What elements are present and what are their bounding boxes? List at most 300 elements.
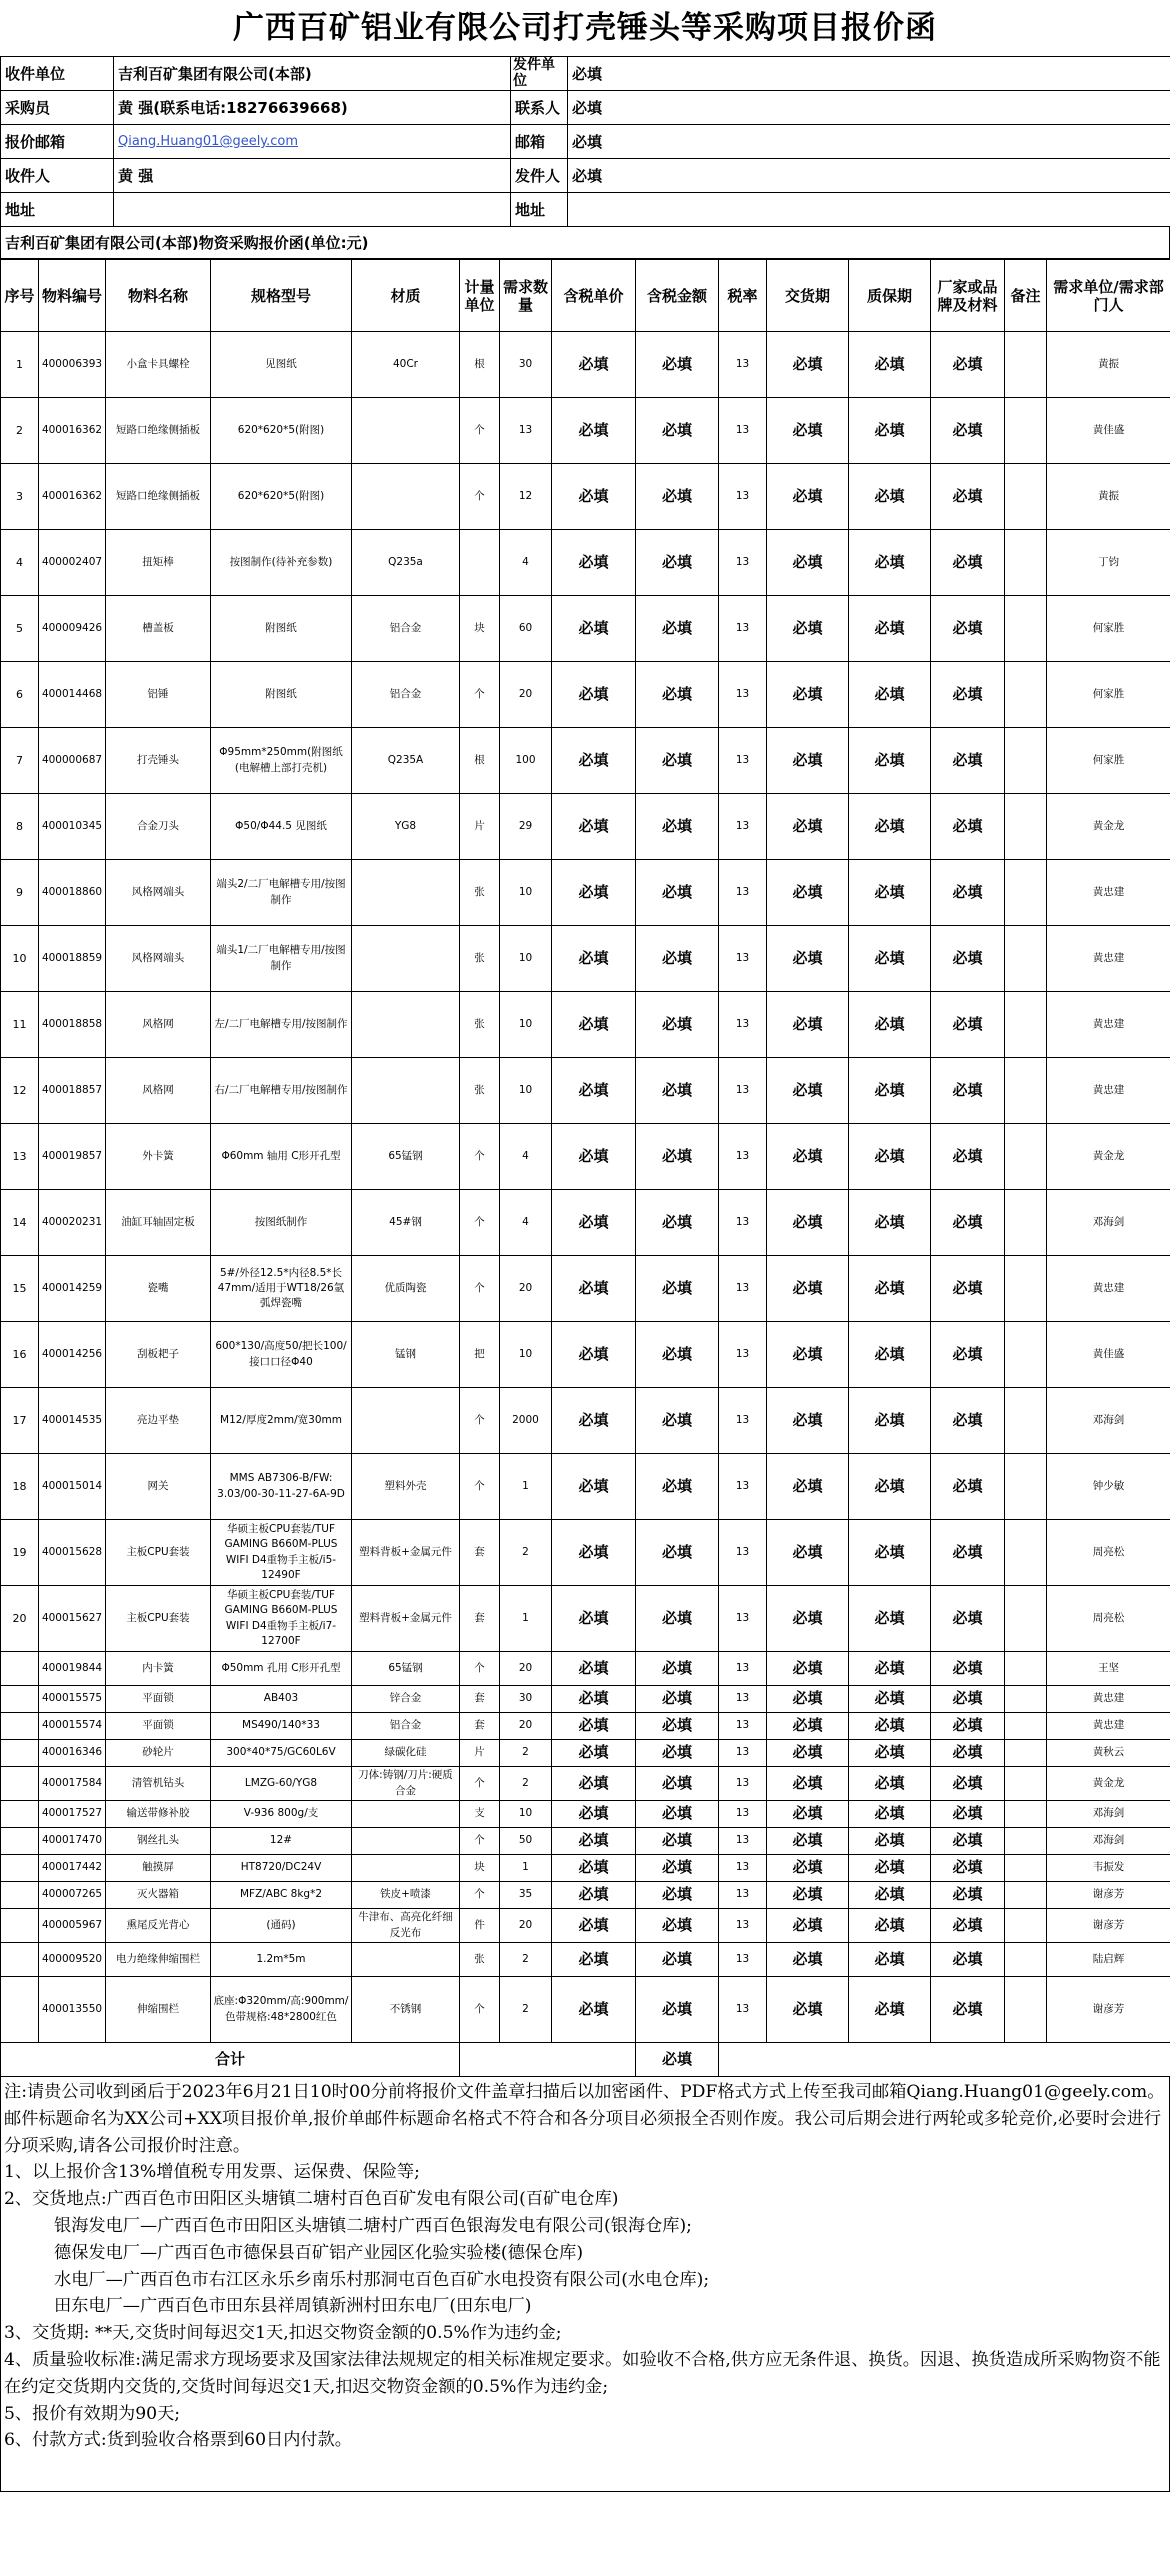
table-row xyxy=(1,926,1170,992)
requesting-dept: 黄忠建 xyxy=(1047,1058,1170,1124)
material-name: 平面锁 xyxy=(106,1686,211,1713)
contact-label: 联系人 xyxy=(511,91,568,125)
unit-price-required: 必填 xyxy=(552,398,636,464)
sender-unit-label: 发件单位 xyxy=(511,57,568,91)
delivery-required: 必填 xyxy=(767,332,849,398)
row-number: 6 xyxy=(1,662,39,728)
remark xyxy=(1005,1124,1047,1190)
spec-model: 600*130/高度50/把长100/接口口径Φ40 xyxy=(211,1322,352,1388)
row-number: 17 xyxy=(1,1388,39,1454)
quantity: 4 xyxy=(500,1124,552,1190)
amount-required: 必填 xyxy=(636,1256,719,1322)
material: 锰钢 xyxy=(352,1322,460,1388)
delivery-required: 必填 xyxy=(767,992,849,1058)
spec-model: MS490/140*33 xyxy=(211,1713,352,1740)
material-code: 400013550 xyxy=(39,1977,106,2043)
unit: 套 xyxy=(460,1586,500,1652)
remark xyxy=(1005,1977,1047,2043)
brand-required: 必填 xyxy=(931,1767,1005,1801)
brand-required: 必填 xyxy=(931,596,1005,662)
spec-model: 300*40*75/GC60L6V xyxy=(211,1740,352,1767)
unit: 个 xyxy=(460,662,500,728)
material-code: 400009426 xyxy=(39,596,106,662)
quantity: 20 xyxy=(500,662,552,728)
tax-rate: 13 xyxy=(719,992,767,1058)
amount-required: 必填 xyxy=(636,398,719,464)
material-name: 打壳锤头 xyxy=(106,728,211,794)
note-delivery-time: 3、交货期: **天,交货时间每迟交1天,扣迟交物资金额的0.5%作为违约金; xyxy=(4,2323,562,2344)
brand-required: 必填 xyxy=(931,464,1005,530)
column-header: 交货期 xyxy=(767,260,849,332)
brand-required: 必填 xyxy=(931,1454,1005,1520)
material-name: 网关 xyxy=(106,1454,211,1520)
delivery-required: 必填 xyxy=(767,596,849,662)
unit: 根 xyxy=(460,332,500,398)
material: 塑料背板+金属元件 xyxy=(352,1520,460,1586)
brand-required: 必填 xyxy=(931,1828,1005,1855)
brand-required: 必填 xyxy=(931,1256,1005,1322)
table-row xyxy=(1,728,1170,794)
quantity: 1 xyxy=(500,1454,552,1520)
brand-required: 必填 xyxy=(931,1058,1005,1124)
unit-price-required: 必填 xyxy=(552,1586,636,1652)
tax-rate: 13 xyxy=(719,1686,767,1713)
table-row xyxy=(1,530,1170,596)
spec-model: 按图制作(待补充参数) xyxy=(211,530,352,596)
material: 优质陶瓷 xyxy=(352,1256,460,1322)
row-number: 19 xyxy=(1,1520,39,1586)
remark xyxy=(1005,1943,1047,1977)
unit: 支 xyxy=(460,1801,500,1828)
table-row xyxy=(1,1190,1170,1256)
delivery-required: 必填 xyxy=(767,1943,849,1977)
quote-email-link[interactable]: Qiang.Huang01@geely.com xyxy=(114,125,511,159)
unit: 把 xyxy=(460,1322,500,1388)
unit-price-required: 必填 xyxy=(552,530,636,596)
quantity: 50 xyxy=(500,1828,552,1855)
remark xyxy=(1005,1322,1047,1388)
address-value xyxy=(114,193,511,227)
quantity: 1 xyxy=(500,1586,552,1652)
material-name: 风格网端头 xyxy=(106,860,211,926)
notes-section xyxy=(0,2077,1170,2492)
spec-model: (通码) xyxy=(211,1909,352,1943)
unit-price-required: 必填 xyxy=(552,1713,636,1740)
remark xyxy=(1005,1520,1047,1586)
material-code: 400018858 xyxy=(39,992,106,1058)
quantity: 12 xyxy=(500,464,552,530)
requesting-dept: 黄佳盛 xyxy=(1047,398,1170,464)
unit: 个 xyxy=(460,1977,500,2043)
total-value: 必填 xyxy=(636,2043,719,2077)
spec-model: 底座:Φ320mm/高:900mm/色带规格:48*2800红色 xyxy=(211,1977,352,2043)
material: Q235a xyxy=(352,530,460,596)
row-number: 12 xyxy=(1,1058,39,1124)
material-name: 触摸屏 xyxy=(106,1855,211,1882)
material-name: 扭矩棒 xyxy=(106,530,211,596)
note-delivery-hydro: 水电厂—广西百色市右江区永乐乡南乐村那洞屯百色百矿水电投资有限公司(水电仓库); xyxy=(54,2269,710,2290)
material-code: 400014468 xyxy=(39,662,106,728)
note-delivery-yinhai: 银海发电厂—广西百色市田阳区头塘镇二塘村广西百色银海发电有限公司(银海仓库); xyxy=(54,2215,692,2236)
requesting-dept: 黄忠建 xyxy=(1047,860,1170,926)
material-name: 短路口绝缘侧插板 xyxy=(106,398,211,464)
tax-rate: 13 xyxy=(719,1124,767,1190)
warranty-required: 必填 xyxy=(849,1828,931,1855)
spec-model: M12/厚度2mm/宽30mm xyxy=(211,1388,352,1454)
table-row xyxy=(1,1909,1170,1943)
spec-model: MMS AB7306-B/FW: 3.03/00-30-11-27-6A-9D xyxy=(211,1454,352,1520)
items-table-body xyxy=(1,332,1170,2043)
material-code: 400014535 xyxy=(39,1388,106,1454)
material-code: 400017584 xyxy=(39,1767,106,1801)
requesting-dept: 黄忠建 xyxy=(1047,992,1170,1058)
email-value: 必填 xyxy=(568,125,1170,159)
email-label: 邮箱 xyxy=(511,125,568,159)
row-number xyxy=(1,1882,39,1909)
warranty-required: 必填 xyxy=(849,1801,931,1828)
tax-rate: 13 xyxy=(719,926,767,992)
row-number xyxy=(1,1943,39,1977)
material-name: 风格网端头 xyxy=(106,926,211,992)
brand-required: 必填 xyxy=(931,1801,1005,1828)
delivery-required: 必填 xyxy=(767,1322,849,1388)
delivery-required: 必填 xyxy=(767,1388,849,1454)
delivery-required: 必填 xyxy=(767,728,849,794)
remark xyxy=(1005,1767,1047,1801)
warranty-required: 必填 xyxy=(849,1713,931,1740)
tax-rate: 13 xyxy=(719,860,767,926)
material-code: 400005967 xyxy=(39,1909,106,1943)
brand-required: 必填 xyxy=(931,860,1005,926)
table-row xyxy=(1,1977,1170,2043)
unit-price-required: 必填 xyxy=(552,1977,636,2043)
remark xyxy=(1005,728,1047,794)
unit-price-required: 必填 xyxy=(552,464,636,530)
material-code: 400018860 xyxy=(39,860,106,926)
requesting-dept: 黄金龙 xyxy=(1047,1767,1170,1801)
table-header-row xyxy=(1,260,1170,332)
material xyxy=(352,1388,460,1454)
table-row xyxy=(1,1801,1170,1828)
table-row xyxy=(1,794,1170,860)
warranty-required: 必填 xyxy=(849,1388,931,1454)
brand-required: 必填 xyxy=(931,728,1005,794)
buyer-value: 黄 强(联系电话:18276639668) xyxy=(114,91,511,125)
row-number: 4 xyxy=(1,530,39,596)
material-name: 砂轮片 xyxy=(106,1740,211,1767)
requesting-dept: 谢彦芳 xyxy=(1047,1882,1170,1909)
amount-required: 必填 xyxy=(636,926,719,992)
tax-rate: 13 xyxy=(719,1801,767,1828)
material: 铝合金 xyxy=(352,662,460,728)
brand-required: 必填 xyxy=(931,530,1005,596)
unit-price-required: 必填 xyxy=(552,1767,636,1801)
amount-required: 必填 xyxy=(636,596,719,662)
tax-rate: 13 xyxy=(719,1977,767,2043)
brand-required: 必填 xyxy=(931,1882,1005,1909)
tax-rate: 13 xyxy=(719,1652,767,1686)
table-row xyxy=(1,1058,1170,1124)
warranty-required: 必填 xyxy=(849,1977,931,2043)
table-row xyxy=(1,1882,1170,1909)
material-code: 400009520 xyxy=(39,1943,106,1977)
table-row xyxy=(1,332,1170,398)
material-code: 400002407 xyxy=(39,530,106,596)
row-number: 16 xyxy=(1,1322,39,1388)
material: 铁皮+喷漆 xyxy=(352,1882,460,1909)
requesting-dept: 何家胜 xyxy=(1047,728,1170,794)
quantity: 20 xyxy=(500,1713,552,1740)
spec-model: 左/二厂电解槽专用/按图制作 xyxy=(211,992,352,1058)
unit: 件 xyxy=(460,1909,500,1943)
tax-rate: 13 xyxy=(719,1855,767,1882)
brand-required: 必填 xyxy=(931,1586,1005,1652)
table-row xyxy=(1,464,1170,530)
row-number: 7 xyxy=(1,728,39,794)
unit: 张 xyxy=(460,926,500,992)
delivery-required: 必填 xyxy=(767,1977,849,2043)
table-row xyxy=(1,1943,1170,1977)
material-name: 小盒卡具螺栓 xyxy=(106,332,211,398)
brand-required: 必填 xyxy=(931,794,1005,860)
address-label: 地址 xyxy=(1,193,114,227)
unit: 套 xyxy=(460,1713,500,1740)
recipient-label: 收件人 xyxy=(1,159,114,193)
material xyxy=(352,1058,460,1124)
brand-required: 必填 xyxy=(931,1686,1005,1713)
quantity: 4 xyxy=(500,1190,552,1256)
amount-required: 必填 xyxy=(636,1520,719,1586)
row-number: 2 xyxy=(1,398,39,464)
receiver-unit-value: 吉利百矿集团有限公司(本部) xyxy=(114,57,511,91)
requesting-dept: 韦振发 xyxy=(1047,1855,1170,1882)
material-code: 400019844 xyxy=(39,1652,106,1686)
brand-required: 必填 xyxy=(931,1520,1005,1586)
material-name: 清管机钻头 xyxy=(106,1767,211,1801)
unit: 个 xyxy=(460,1454,500,1520)
quantity: 35 xyxy=(500,1882,552,1909)
table-row xyxy=(1,1740,1170,1767)
table-row xyxy=(1,1388,1170,1454)
quantity: 30 xyxy=(500,332,552,398)
unit-price-required: 必填 xyxy=(552,1256,636,1322)
remark xyxy=(1005,530,1047,596)
spec-model: 附图纸 xyxy=(211,596,352,662)
material-name: 主板CPU套装 xyxy=(106,1586,211,1652)
unit-price-required: 必填 xyxy=(552,1058,636,1124)
tax-rate: 13 xyxy=(719,1190,767,1256)
amount-required: 必填 xyxy=(636,1740,719,1767)
unit: 片 xyxy=(460,1740,500,1767)
delivery-required: 必填 xyxy=(767,1586,849,1652)
amount-required: 必填 xyxy=(636,860,719,926)
unit: 张 xyxy=(460,860,500,926)
delivery-required: 必填 xyxy=(767,662,849,728)
brand-required: 必填 xyxy=(931,1652,1005,1686)
requesting-dept: 周亮松 xyxy=(1047,1586,1170,1652)
row-number: 18 xyxy=(1,1454,39,1520)
table-row xyxy=(1,1520,1170,1586)
unit-price-required: 必填 xyxy=(552,1652,636,1686)
delivery-required: 必填 xyxy=(767,1740,849,1767)
amount-required: 必填 xyxy=(636,1322,719,1388)
tax-rate: 13 xyxy=(719,1388,767,1454)
spec-model: Φ50mm 孔用 C形开孔型 xyxy=(211,1652,352,1686)
note-payment: 6、付款方式:货到验收合格票到60日内付款。 xyxy=(4,2430,352,2451)
table-row xyxy=(1,1586,1170,1652)
tax-rate: 13 xyxy=(719,1256,767,1322)
quantity: 2 xyxy=(500,1977,552,2043)
page-title: 广西百矿铝业有限公司打壳锤头等采购项目报价函 xyxy=(233,10,937,46)
column-header: 规格型号 xyxy=(211,260,352,332)
warranty-required: 必填 xyxy=(849,1943,931,1977)
tax-rate: 13 xyxy=(719,662,767,728)
brand-required: 必填 xyxy=(931,1855,1005,1882)
tax-rate: 13 xyxy=(719,1882,767,1909)
unit: 个 xyxy=(460,1652,500,1686)
warranty-required: 必填 xyxy=(849,530,931,596)
material-name: 槽盖板 xyxy=(106,596,211,662)
address2-value xyxy=(568,193,1170,227)
column-header: 需求数量 xyxy=(500,260,552,332)
material-code: 400015627 xyxy=(39,1586,106,1652)
amount-required: 必填 xyxy=(636,1652,719,1686)
amount-required: 必填 xyxy=(636,1855,719,1882)
column-header: 备注 xyxy=(1005,260,1047,332)
unit-price-required: 必填 xyxy=(552,1686,636,1713)
remark xyxy=(1005,1740,1047,1767)
spec-model: 620*620*5(附图) xyxy=(211,464,352,530)
material-code: 400010345 xyxy=(39,794,106,860)
column-header: 含税金额 xyxy=(636,260,719,332)
spec-model: 右/二厂电解槽专用/按图制作 xyxy=(211,1058,352,1124)
material-name: 铝锤 xyxy=(106,662,211,728)
unit: 个 xyxy=(460,1256,500,1322)
requesting-dept: 黄忠建 xyxy=(1047,926,1170,992)
spec-model: 华硕主板CPU套装/TUF GAMING B660M-PLUS WIFI D4重物手主板/i5-12490F xyxy=(211,1520,352,1586)
contact-value: 必填 xyxy=(568,91,1170,125)
brand-required: 必填 xyxy=(931,1190,1005,1256)
table-row xyxy=(1,1686,1170,1713)
delivery-required: 必填 xyxy=(767,1882,849,1909)
unit: 个 xyxy=(460,1767,500,1801)
warranty-required: 必填 xyxy=(849,860,931,926)
unit: 个 xyxy=(460,398,500,464)
unit: 张 xyxy=(460,1943,500,1977)
header-info-table xyxy=(0,56,1170,227)
material xyxy=(352,926,460,992)
requesting-dept: 黄忠建 xyxy=(1047,1713,1170,1740)
amount-required: 必填 xyxy=(636,1943,719,1977)
unit: 个 xyxy=(460,1124,500,1190)
total-row xyxy=(1,2043,1170,2077)
warranty-required: 必填 xyxy=(849,1855,931,1882)
delivery-required: 必填 xyxy=(767,860,849,926)
remark xyxy=(1005,1801,1047,1828)
remark xyxy=(1005,596,1047,662)
remark xyxy=(1005,1058,1047,1124)
material-code: 400014256 xyxy=(39,1322,106,1388)
spec-model: 端头1/二厂电解槽专用/按图制作 xyxy=(211,926,352,992)
remark xyxy=(1005,1256,1047,1322)
warranty-required: 必填 xyxy=(849,1740,931,1767)
brand-required: 必填 xyxy=(931,662,1005,728)
delivery-required: 必填 xyxy=(767,1801,849,1828)
warranty-required: 必填 xyxy=(849,926,931,992)
remark xyxy=(1005,1190,1047,1256)
quantity: 10 xyxy=(500,860,552,926)
unit-price-required: 必填 xyxy=(552,1801,636,1828)
material-name: 瓷嘴 xyxy=(106,1256,211,1322)
remark xyxy=(1005,1713,1047,1740)
material-name: 伸缩围栏 xyxy=(106,1977,211,2043)
spec-model: 端头2/二厂电解槽专用/按图制作 xyxy=(211,860,352,926)
warranty-required: 必填 xyxy=(849,794,931,860)
column-header: 计量单位 xyxy=(460,260,500,332)
unit-price-required: 必填 xyxy=(552,1322,636,1388)
row-number: 11 xyxy=(1,992,39,1058)
unit-price-required: 必填 xyxy=(552,860,636,926)
remark xyxy=(1005,398,1047,464)
address2-label: 地址 xyxy=(511,193,568,227)
unit: 套 xyxy=(460,1686,500,1713)
delivery-required: 必填 xyxy=(767,1454,849,1520)
requesting-dept: 黄忠建 xyxy=(1047,1256,1170,1322)
unit-price-required: 必填 xyxy=(552,926,636,992)
material-name: 主板CPU套装 xyxy=(106,1520,211,1586)
brand-required: 必填 xyxy=(931,1713,1005,1740)
row-number xyxy=(1,1909,39,1943)
material-code: 400015628 xyxy=(39,1520,106,1586)
unit-price-required: 必填 xyxy=(552,992,636,1058)
material-code: 400000687 xyxy=(39,728,106,794)
tax-rate: 13 xyxy=(719,596,767,662)
material xyxy=(352,1828,460,1855)
table-row xyxy=(1,596,1170,662)
remark xyxy=(1005,1909,1047,1943)
material-code: 400019857 xyxy=(39,1124,106,1190)
remark xyxy=(1005,662,1047,728)
row-number xyxy=(1,1855,39,1882)
unit-price-required: 必填 xyxy=(552,728,636,794)
column-header: 序号 xyxy=(1,260,39,332)
warranty-required: 必填 xyxy=(849,1767,931,1801)
material-name: 内卡簧 xyxy=(106,1652,211,1686)
brand-required: 必填 xyxy=(931,1909,1005,1943)
row-number xyxy=(1,1686,39,1713)
unit-price-required: 必填 xyxy=(552,1909,636,1943)
delivery-required: 必填 xyxy=(767,1828,849,1855)
requesting-dept: 钟少敏 xyxy=(1047,1454,1170,1520)
requesting-dept: 谢彦芳 xyxy=(1047,1977,1170,2043)
unit: 个 xyxy=(460,1828,500,1855)
material: Q235A xyxy=(352,728,460,794)
material xyxy=(352,1801,460,1828)
material-code: 400017527 xyxy=(39,1801,106,1828)
warranty-required: 必填 xyxy=(849,398,931,464)
table-row xyxy=(1,1767,1170,1801)
material xyxy=(352,1855,460,1882)
unit: 张 xyxy=(460,1058,500,1124)
note-delivery-place: 2、交货地点:广西百色市田阳区头塘镇二塘村百色百矿发电有限公司(百矿电仓库) xyxy=(4,2189,619,2210)
table-row xyxy=(1,1124,1170,1190)
warranty-required: 必填 xyxy=(849,1686,931,1713)
unit: 套 xyxy=(460,1520,500,1586)
sender-unit-value: 必填 xyxy=(568,57,1170,91)
unit: 个 xyxy=(460,1882,500,1909)
unit-price-required: 必填 xyxy=(552,1828,636,1855)
requesting-dept: 谢彦芳 xyxy=(1047,1909,1170,1943)
